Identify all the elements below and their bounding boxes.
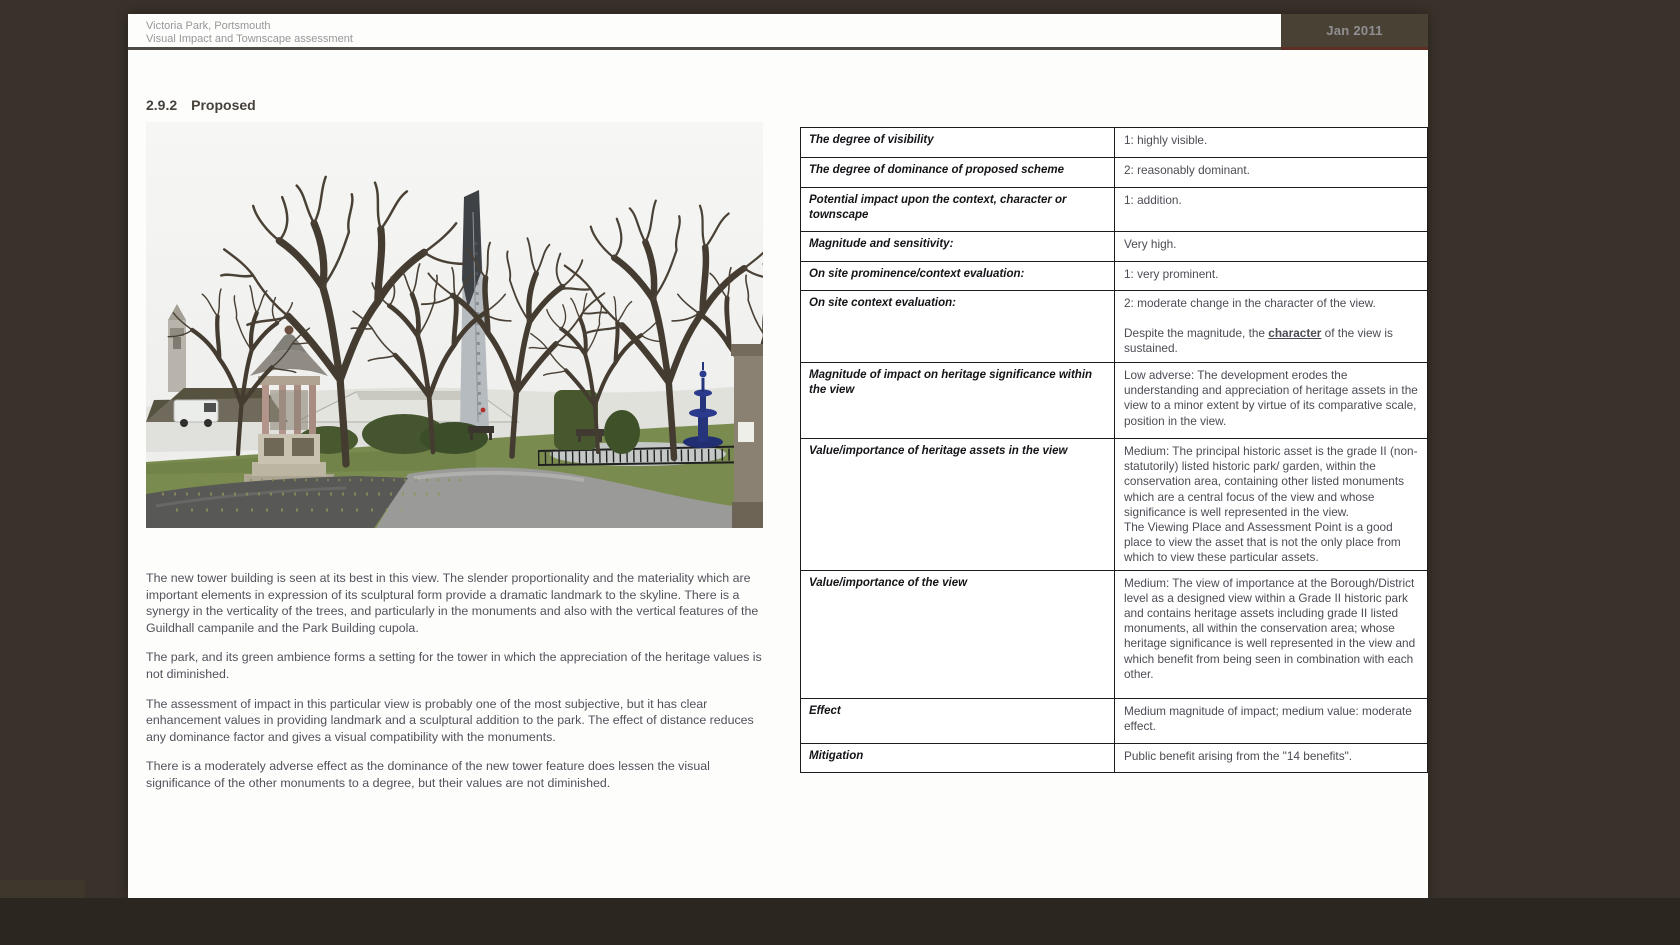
section-number: 2.9.2	[146, 97, 178, 113]
desk-corner-block	[0, 880, 85, 898]
section-heading	[146, 97, 256, 113]
table-row	[801, 231, 1427, 261]
bottom-bar	[0, 898, 1680, 945]
table-row-value: Low adverse: The development erodes the understanding and appreciation of heritage assets in the view to a minor extent by virtue of its comparative scale, position in the view.	[1124, 368, 1418, 428]
table-row	[801, 362, 1427, 438]
table-row-label: The degree of visibility	[801, 128, 1115, 157]
value-paragraph: Despite the magnitude, the character of the view is sustained.	[1124, 326, 1393, 356]
assessment-table	[800, 127, 1428, 773]
table-row-label: Value/importance of the view	[801, 571, 1115, 698]
table-row	[801, 187, 1427, 231]
table-row-value	[1115, 439, 1427, 570]
proposed-view-photo	[146, 122, 763, 528]
table-row	[801, 438, 1427, 570]
table-row-label: Magnitude of impact on heritage significance within the view	[801, 363, 1115, 438]
table-row-value: Medium magnitude of impact; medium value: moderate effect.	[1124, 703, 1412, 733]
body-paragraph: There is a moderately adverse effect as the dominance of the new tower feature does lessen the visual significance of the other monuments to a degree, but their values are not diminished.	[146, 759, 710, 790]
table-row	[801, 128, 1427, 157]
table-row-label: Effect	[801, 699, 1115, 743]
section-title: Proposed	[191, 97, 256, 113]
table-row-label: Potential impact upon the context, character or townscape	[801, 188, 1115, 231]
body-paragraph: The assessment of impact in this particular view is probably one of the most subjective, but it has clear enhancement values in providing landmark and a sculptural addition to the park. The effect of distance reduces any dominance factor and gives a visual compatibility with the monuments.	[146, 696, 754, 744]
value-paragraph: The Viewing Place and Assessment Point is a good place to view the asset that is not the only place from which to view these particular assets.	[1124, 520, 1401, 565]
table-row-value: Very high.	[1124, 237, 1177, 251]
body-paragraph: The park, and its green ambience forms a setting for the tower in which the appreciation of the heritage values is not diminished.	[146, 650, 762, 681]
table-row-label: Value/importance of heritage assets in the view	[801, 439, 1115, 570]
value-paragraph: Medium: The principal historic asset is the grade II (non-statutorily) listed historic park/ garden, within the conservation area, containing other listed monuments which are a central focus of the view and whose significance is well represented in the view.	[1124, 444, 1418, 519]
table-row-label: Magnitude and sensitivity:	[801, 232, 1115, 261]
body-paragraph: The new tower building is seen at its best in this view. The slender proportionality and the materiality which are important elements in expression of its sculptural form provide a dramatic landmark to the skyline. There is a synergy in the verticality of the trees, and particularly in the monuments and also with the vertical features of the Guildhall campanile and the Park Building cupola.	[146, 571, 759, 635]
header-subtitle: Visual Impact and Townscape assessment	[146, 33, 353, 45]
document-page	[128, 14, 1428, 898]
table-row-value: 2: reasonably dominant.	[1124, 163, 1250, 177]
table-row-label: Mitigation	[801, 744, 1115, 772]
header-title: Victoria Park, Portsmouth	[146, 20, 271, 32]
table-row-value: 1: addition.	[1124, 193, 1182, 207]
table-row-label: On site prominence/context evaluation:	[801, 262, 1115, 290]
table-row-value: 1: highly visible.	[1124, 133, 1208, 147]
table-row	[801, 290, 1427, 362]
header-rule	[128, 47, 1428, 50]
value-paragraph: 2: moderate change in the character of the view.	[1124, 296, 1376, 310]
table-row-value: 1: very prominent.	[1124, 267, 1219, 281]
table-row	[801, 743, 1427, 772]
table-row-label: The degree of dominance of proposed scheme	[801, 158, 1115, 187]
table-row-label: On site context evaluation:	[801, 291, 1115, 362]
table-row-value: Public benefit arising from the "14 benefits".	[1124, 748, 1353, 763]
table-row-value: Medium: The view of importance at the Borough/District level as a designed view within a Grade II historic park and contains heritage assets including grade II listed monuments, all within the conservation area; whose heritage significance is well represented in the view and which benefit from being seen in combination with each other.	[1124, 575, 1416, 681]
table-row	[801, 261, 1427, 290]
table-row	[801, 698, 1427, 743]
body-text	[146, 570, 764, 805]
emphasized-word: character	[1268, 326, 1322, 341]
table-row-value	[1115, 291, 1427, 362]
table-row	[801, 157, 1427, 187]
table-row	[801, 570, 1427, 698]
date-badge: Jan 2011	[1281, 14, 1428, 50]
